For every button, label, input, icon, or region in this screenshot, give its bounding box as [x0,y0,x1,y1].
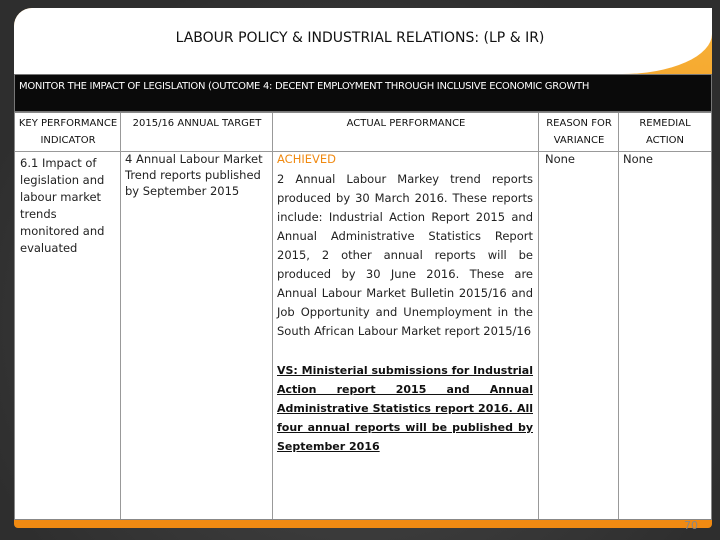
header-remedial: REMEDIAL ACTION [639,118,691,146]
column-reason [539,113,619,519]
header-kpi: KEY PERFORMANCE INDICATOR [18,118,118,146]
column-remedial [619,113,711,519]
actual-performance-text: 2 Annual Labour Markey trend reports produced by 30 March 2016. These reports include: Industrial Action Report 2015 and Annual Administrative Statistics Report 2015, 2 other annual reports will be produced by 30 June 2016. These are Annual Labour Market Bulletin 2015/16 and Job Opportunity and Unemployment in the South African Labour Market report 2015/16 [277,172,533,338]
header-actual: ACTUAL PERFORMANCE [346,118,466,129]
header-target: 2015/16 ANNUAL TARGET [132,118,262,129]
reason-cell: None [545,152,576,166]
vs-note: VS: Ministerial submissions for Industrial Action report 2015 and Annual Administrative Statistics report 2016. All four annual reports will be published by September 2016 [277,364,534,453]
header-reason: REASON FOR VARIANCE [546,118,612,146]
target-cell: 4 Annual Labour Market Trend reports published by September 2015 [125,152,263,198]
remedial-cell: None [623,152,654,166]
status-achieved: ACHIEVED [277,152,336,166]
performance-table [14,112,712,520]
kpi-cell: 6.1 Impact of legislation and labour market trends monitored and evaluated [20,156,105,255]
slide-title: LABOUR POLICY & INDUSTRIAL RELATIONS: (LP & IR) [175,30,545,46]
outcome-banner: MONITOR THE IMPACT OF LEGISLATION (OUTCOME 4: DECENT EMPLOYMENT THROUGH INCLUSIVE ECONOMIC GROWTH [14,74,712,112]
page-number: 70 [684,519,698,532]
